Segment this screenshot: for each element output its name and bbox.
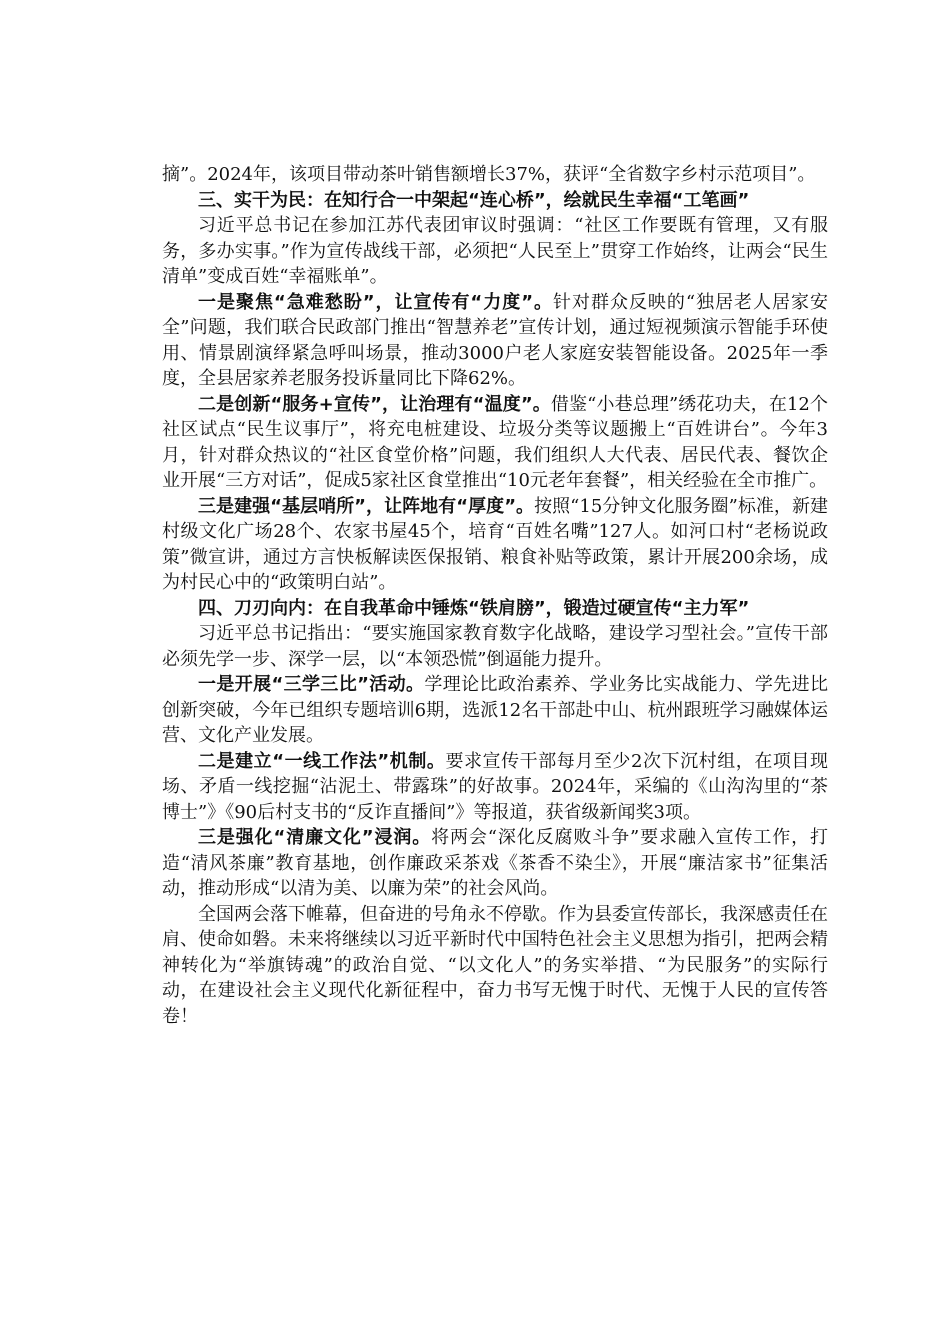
paragraph-point-3-3 xyxy=(162,494,828,596)
paragraph-point-4-1 xyxy=(162,672,828,749)
point-body: 学理论比政治素养、学业务比实战能力、学先进比创新突破，今年已组织专题培训6期，选派12名干部赴中山、杭州跟班学习融媒体运营、文化产业发展。 xyxy=(162,674,828,746)
paragraph-point-4-3 xyxy=(162,825,828,902)
point-lead: 二是创新“服务+宣传”，让治理有“温度”。 xyxy=(198,393,551,415)
point-lead: 一是聚焦“急难愁盼”，让宣传有“力度”。 xyxy=(198,291,554,313)
paragraph-intro-4: 习近平总书记指出：“要实施国家教育数字化战略，建设学习型社会。”宣传干部必须先学一步、深学一层，以“本领恐慌”倒逼能力提升。 xyxy=(162,623,828,670)
paragraph-conclusion: 全国两会落下帷幕，但奋进的号角永不停歇。作为县委宣传部长，我深感责任在肩、使命如磐。未来将继续以习近平新时代中国特色社会主义思想为指引，把两会精神转化为“举旗铸魂”的政治自觉、“以文化人”的务实举措、“为民服务”的实际行动，在建设社会主义现代化新征程中，奋力书写无愧于时代、无愧于人民的宣传答卷！ xyxy=(162,903,828,1027)
point-lead: 三是强化“清廉文化”浸润。 xyxy=(198,827,432,848)
point-body: 按照“15分钟文化服务圈”标准，新建村级文化广场28个、农家书屋45个，培育“百姓名嘴”127人。如河口村“老杨说政策”微宣讲，通过方言快板解读医保报销、粮食补贴等政策，累计开展200余场，成为村民心中的“政策明白站”。 xyxy=(162,495,828,593)
point-body: 将两会“深化反腐败斗争”要求融入宣传工作，打造“清风茶廉”教育基地，创作廉政采茶戏《茶香不染尘》，开展“廉洁家书”征集活动，推动形成“以清为美、以廉为荣”的社会风尚。 xyxy=(162,827,828,899)
section-heading-3: 三、实干为民：在知行合一中架起“连心桥”，绘就民生幸福“工笔画” xyxy=(198,189,750,211)
paragraph-point-3-1 xyxy=(162,290,828,392)
document-page xyxy=(162,162,828,1029)
point-body: 针对群众反映的“独居老人居家安全”问题，我们联合民政部门推出“智慧养老”宣传计划，通过短视频演示智能手环使用、情景剧演绎紧急呼叫场景，推动3000户老人家庭安装智能设备。2025年一季度，全县居家养老服务投诉量同比下降62%。 xyxy=(162,291,828,389)
paragraph-continued: 摘”。2024年，该项目带动茶叶销售额增长37%，获评“全省数字乡村示范项目”。 xyxy=(162,164,816,185)
point-lead: 二是建立“一线工作法”机制。 xyxy=(198,750,446,772)
section-heading-4: 四、刀刃向内：在自我革命中锤炼“铁肩膀”，锻造过硬宣传“主力军” xyxy=(198,597,750,619)
point-body: 借鉴“小巷总理”绣花功夫，在12个社区试点“民生议事厅”，将充电桩建设、垃圾分类等议题搬上“百姓讲台”。今年3月，针对群众热议的“社区食堂价格”问题，我们组织人大代表、居民代表、餐饮企业开展“三方对话”，促成5家社区食堂推出“10元老年套餐”，相关经验在全市推广。 xyxy=(162,393,828,491)
point-lead: 三是建强“基层哨所”，让阵地有“厚度”。 xyxy=(198,495,535,517)
point-lead: 一是开展“三学三比”活动。 xyxy=(198,674,425,695)
paragraph-point-4-2 xyxy=(162,749,828,826)
paragraph-point-3-2 xyxy=(162,392,828,494)
point-body: 要求宣传干部每月至少2次下沉村组，在项目现场、矛盾一线挖掘“沾泥土、带露珠”的好故事。2024年，采编的《山沟沟里的“茶博士”》《90后村支书的“反诈直播间”》等报道，获省级新闻奖3项。 xyxy=(162,750,828,823)
paragraph-intro-3: 习近平总书记在参加江苏代表团审议时强调：“社区工作要既有管理，又有服务，多办实事。”作为宣传战线干部，必须把“人民至上”贯穿工作始终，让两会“民生清单”变成百姓“幸福账单”。 xyxy=(162,215,828,287)
